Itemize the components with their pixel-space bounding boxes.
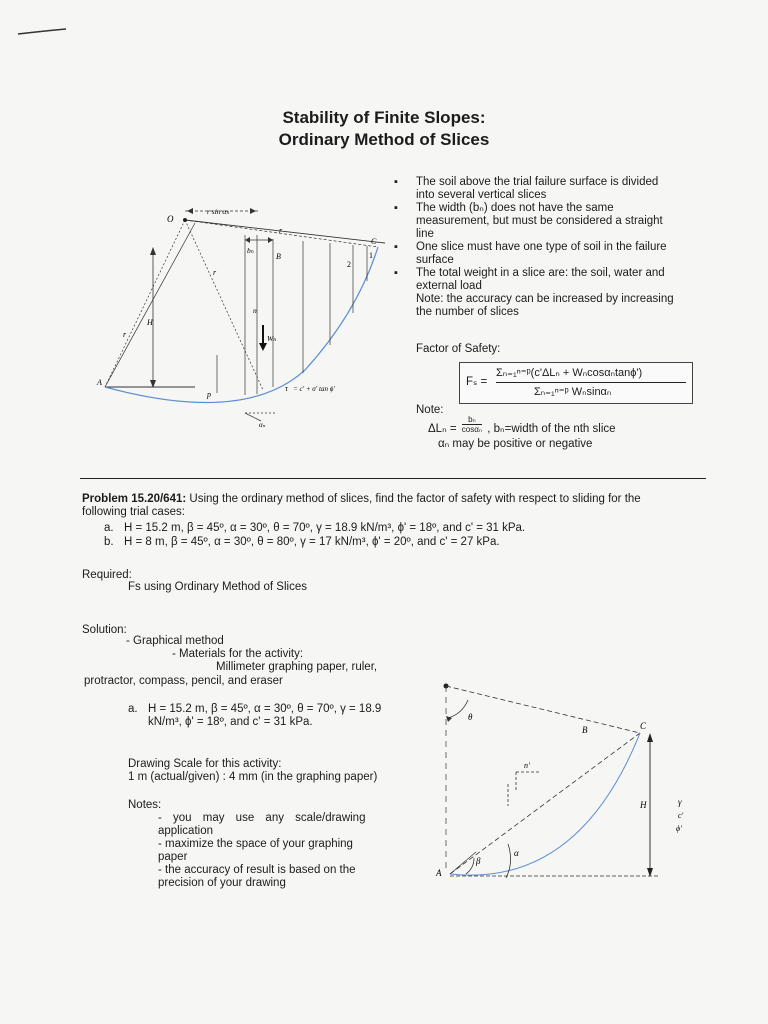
problem-case-a: a. H = 15.2 m, β = 45º, α = 30º, θ = 70º, γ = 18.9 kN/m³, ϕ' = 18º, and c' = 31 kPa. xyxy=(104,522,526,534)
notes-heading: Notes: xyxy=(128,799,162,811)
fs-numerator: Σₙ₌₁ⁿ⁼ᵖ(c'ΔLₙ + Wₙcosαₙtanϕ') xyxy=(496,367,643,379)
label-A: A xyxy=(436,868,442,878)
scale-heading: Drawing Scale for this activity: xyxy=(128,758,282,770)
label-r2: r xyxy=(213,268,217,277)
required-heading: Required: xyxy=(82,569,132,581)
slope-face xyxy=(105,223,195,387)
solution-line4: protractor, compass, pencil, and eraser xyxy=(84,675,283,687)
bullet-item: ▪ One slice must have one type of soil in the failure surface xyxy=(394,241,667,266)
bullet-list xyxy=(394,176,716,319)
label-n: n xyxy=(253,306,257,315)
radius-line xyxy=(105,220,185,387)
notes-list xyxy=(158,812,394,890)
fs-denominator: Σₙ₌₁ⁿ⁼ᵖ Wₙsinαₙ xyxy=(534,386,612,398)
solution-line2: - Materials for the activity: xyxy=(172,648,304,660)
label-tau: τ xyxy=(285,384,288,393)
note-frac-num: bₙ xyxy=(462,415,482,425)
title-line2: Ordinary Method of Slices xyxy=(278,130,490,149)
trial-slope-figure xyxy=(428,678,718,888)
note-item: - the accuracy of result is based on the precision of your drawing xyxy=(158,864,356,889)
solution-heading: Solution: xyxy=(82,624,127,636)
label-alpha-n: αₙ xyxy=(259,421,266,429)
slip-surface xyxy=(105,247,378,403)
label-B: B xyxy=(582,725,588,735)
label-r3: r xyxy=(123,330,127,339)
label-bn: bₙ xyxy=(247,246,254,255)
problem-statement: Problem 15.20/641: Using the ordinary method of slices, find the factor of safety with respect to sliding for the following trial cases: xyxy=(82,493,641,518)
label-beta: β xyxy=(476,856,481,866)
problem-label: Problem 15.20/641: xyxy=(82,493,187,505)
bullet-item: ▪ The total weight in a slice are: the soil, water and external load Note: the accuracy can be increased by increasing the number of slices xyxy=(394,267,674,318)
title-line1: Stability of Finite Slopes: xyxy=(282,108,486,127)
label-c-prime: c' xyxy=(678,811,684,820)
fs-heading: Factor of Safety: xyxy=(416,343,501,355)
pen-mark xyxy=(14,22,74,38)
label-gamma: γ xyxy=(678,797,682,807)
section-divider xyxy=(80,478,706,479)
label-C: C xyxy=(640,721,647,731)
label-theta: θ xyxy=(468,712,473,722)
label-n-prime: n' xyxy=(524,761,530,770)
label-tau-eq: = c' + σ' tan ϕ' xyxy=(293,385,335,393)
label-slice-1: 1 xyxy=(369,251,373,260)
label-Wn: Wₙ xyxy=(267,334,277,343)
note-item: - you may use any scale/drawing application xyxy=(158,812,366,837)
note-frac-den: cosαₙ xyxy=(461,425,483,434)
problem-case-b: b. H = 8 m, β = 45º, α = 30º, θ = 80º, γ = 17 kN/m³, ϕ' = 20º, and c' = 27 kPa. xyxy=(104,536,500,548)
bullet-item: ▪ The soil above the trial failure surface is divided into several vertical slices xyxy=(394,176,659,201)
label-p: p xyxy=(207,390,211,399)
bullet-item: ▪ The width (bₙ) does not have the same measurement, but must be considered a straight line xyxy=(394,202,663,240)
label-phi: ϕ' xyxy=(676,824,682,833)
crest-line xyxy=(185,220,385,243)
page-title xyxy=(0,108,768,150)
label-rsin: r sin αₙ xyxy=(207,207,230,216)
fs-fraction-bar xyxy=(496,382,686,383)
note-alpha-line: αₙ may be positive or negative xyxy=(438,438,593,450)
label-B: B xyxy=(276,252,281,261)
note-item: - maximize the space of your graphing paper xyxy=(158,838,353,863)
radius-line xyxy=(446,686,640,733)
slope-line xyxy=(450,733,640,874)
solution-case-a: a. H = 15.2 m, β = 45º, α = 30º, θ = 70º, γ = 18.9 kN/m³, ϕ' = 18º, and c' = 31 kPa. xyxy=(128,703,382,728)
required-text: Fs using Ordinary Method of Slices xyxy=(128,581,307,593)
label-r1: r xyxy=(279,226,283,235)
note-heading: Note: xyxy=(416,404,444,416)
solution-line3: Millimeter graphing paper, ruler, xyxy=(216,661,378,673)
fs-formula-box xyxy=(459,362,693,404)
label-O: O xyxy=(167,214,174,224)
note-delta-l: ΔLₙ = $\frac{\text{bₙ}}{\text{cosαₙ}}$ , bₙ=width of the nth slice xyxy=(428,415,616,435)
label-H: H xyxy=(147,318,153,327)
label-slice-2: 2 xyxy=(347,260,351,269)
slices-figure xyxy=(95,195,400,435)
label-A: A xyxy=(97,378,102,387)
fs-lhs: Fₛ = xyxy=(466,376,488,388)
label-alpha: α xyxy=(514,848,519,858)
label-C: C xyxy=(371,237,377,246)
solution-line1: - Graphical method xyxy=(126,635,224,647)
scale-text: 1 m (actual/given) : 4 mm (in the graphing paper) xyxy=(128,771,378,783)
label-H: H xyxy=(640,800,647,810)
